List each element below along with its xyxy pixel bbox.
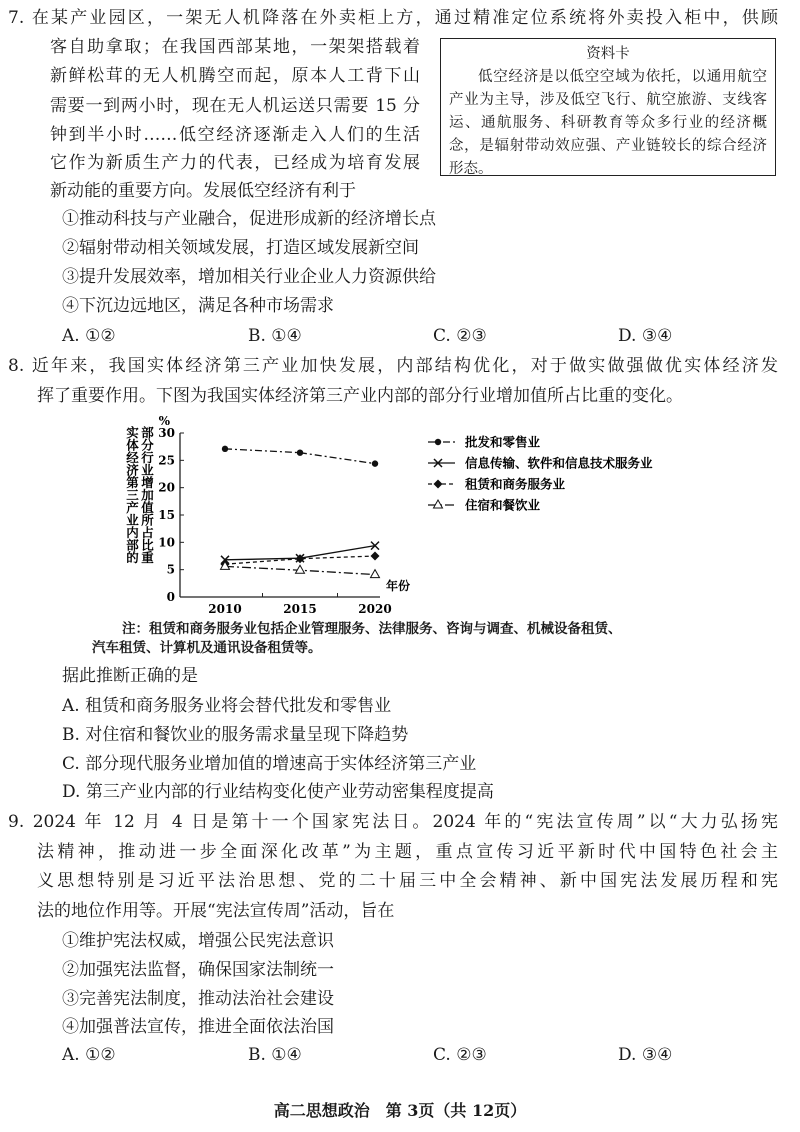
legend-label: 租赁和商务服务业 [465,476,566,492]
legend-label: 批发和零售业 [465,434,541,450]
q9-line: 法精神，推动进一步全面深化改革”为主题，重点宣传习近平新时代中国特色社会主 [37,842,778,862]
option-d[interactable]: D. 第三产业内部的行业结构变化使产业劳动密集程度提高 [62,782,494,802]
y-tick-label: 0 [166,590,175,604]
y-tick-label: 10 [158,535,175,550]
triangle-marker [371,570,380,578]
y-axis-label: 部分行业增加值所占比重 [139,426,155,564]
triangle-marker [434,500,443,508]
y-tick-label: 20 [158,480,175,495]
q8-line: 8. 近年来，我国实体经济第三产业加快发展，内部结构优化，对于做实做强做优实体经济发 [8,356,778,376]
diamond-marker [434,480,443,489]
statement: ④加强普法宣传，推进全面依法治国 [62,1017,334,1037]
x-axis-label: 年份 [386,579,411,593]
q7-line: 7. 在某产业园区，一架无人机降落在外卖柜上方，通过精准定位系统将外卖投入柜中，供顾 [8,8,778,28]
option-c[interactable]: C. ②③ [433,326,487,346]
chart-note: 汽车租赁、计算机及通讯设备租赁等。 [92,640,322,656]
circle-marker [222,446,228,452]
y-tick-label: 5 [166,562,175,577]
option-d[interactable]: D. ③④ [618,326,673,346]
x-tick-label: 2015 [283,602,317,616]
y-axis-label: 实体经济第三产业内部的 [124,426,140,564]
option-b[interactable]: B. ①④ [248,326,302,346]
y-unit: % [158,414,170,428]
circle-marker [297,449,303,455]
q8-stem: 据此推断正确的是 [62,666,198,686]
x-tick-label: 2010 [208,602,242,616]
diamond-marker [371,552,380,561]
statement: ②加强宪法监督，确保国家法制统一 [62,960,334,980]
circle-marker [372,460,378,466]
q7-line: 客自助拿取；在我国西部某地，一架架搭载着 [50,37,420,57]
q9-line: 法的地位作用等。开展“宪法宣传周”活动，旨在 [37,901,395,921]
statement: ①维护宪法权威，增强公民宪法意识 [62,931,334,951]
y-tick-label: 30 [158,426,175,440]
q7-line: 需要一到两小时，现在无人机运送只需要 15 分 [50,96,420,116]
q9-line: 义思想特别是习近平法治思想、党的二十届三中全会精神、新中国宪法发展历程和宪 [37,871,778,891]
y-tick-label: 25 [158,453,175,468]
info-card [440,38,776,176]
statement: ①推动科技与产业融合，促进形成新的经济增长点 [62,209,436,229]
x-tick-label: 2020 [358,602,392,616]
legend-label: 信息传输、软件和信息技术服务业 [465,455,653,471]
line-chart [120,410,700,625]
triangle-marker [296,565,305,573]
info-card-title: 资料卡 [586,46,630,62]
q7-line: 新动能的重要方向。发展低空经济有利于 [50,181,356,201]
option-c[interactable]: C. 部分现代服务业增加值的增速高于实体经济第三产业 [62,754,477,774]
q7-line: 新鲜松茸的无人机腾空而起，原本人工背下山 [50,66,420,86]
info-card-body: 低空经济是以低空空域为依托，以通用航空产业为主导，涉及低空飞行、航空旅游、支线客运、通航服务、科研教育等众多行业的经济概念，是辐射带动效应强、产业链较长的综合经济形态。 [449,69,767,177]
option-c[interactable]: C. ②③ [433,1045,487,1065]
option-a[interactable]: A. 租赁和商务服务业将会替代批发和零售业 [62,696,392,716]
option-d[interactable]: D. ③④ [618,1045,673,1065]
statement: ②辐射带动相关领域发展，打造区域发展新空间 [62,238,419,258]
circle-marker [435,439,441,445]
option-a[interactable]: A. ①② [62,326,116,346]
q8-line: 挥了重要作用。下图为我国实体经济第三产业内部的部分行业增加值所占比重的变化。 [37,386,683,406]
legend-label: 住宿和餐饮业 [465,497,541,513]
chart-note: 注：租赁和商务服务业包括企业管理服务、法律服务、咨询与调查、机械设备租赁、 [122,621,622,637]
statement: ③提升发展效率，增加相关行业企业人力资源供给 [62,267,436,287]
q7-line: 它作为新质生产力的代表，已经成为培育发展 [50,153,420,173]
option-b[interactable]: B. ①④ [248,1045,302,1065]
page-footer: 高二思想政治 第 3页（共 12页） [273,1101,527,1120]
statement: ④下沉边远地区，满足各种市场需求 [62,296,334,316]
option-a[interactable]: A. ①② [62,1045,116,1065]
option-b[interactable]: B. 对住宿和餐饮业的服务需求量呈现下降趋势 [62,725,409,745]
q9-line: 9. 2024 年 12 月 4 日是第十一个国家宪法日。2024 年的“宪法宣传周”以“大力弘扬宪 [8,812,778,832]
q7-line: 钟到半小时……低空经济逐渐走入人们的生活 [50,125,420,145]
statement: ③完善宪法制度，推动法治社会建设 [62,989,334,1009]
y-tick-label: 15 [158,508,175,522]
